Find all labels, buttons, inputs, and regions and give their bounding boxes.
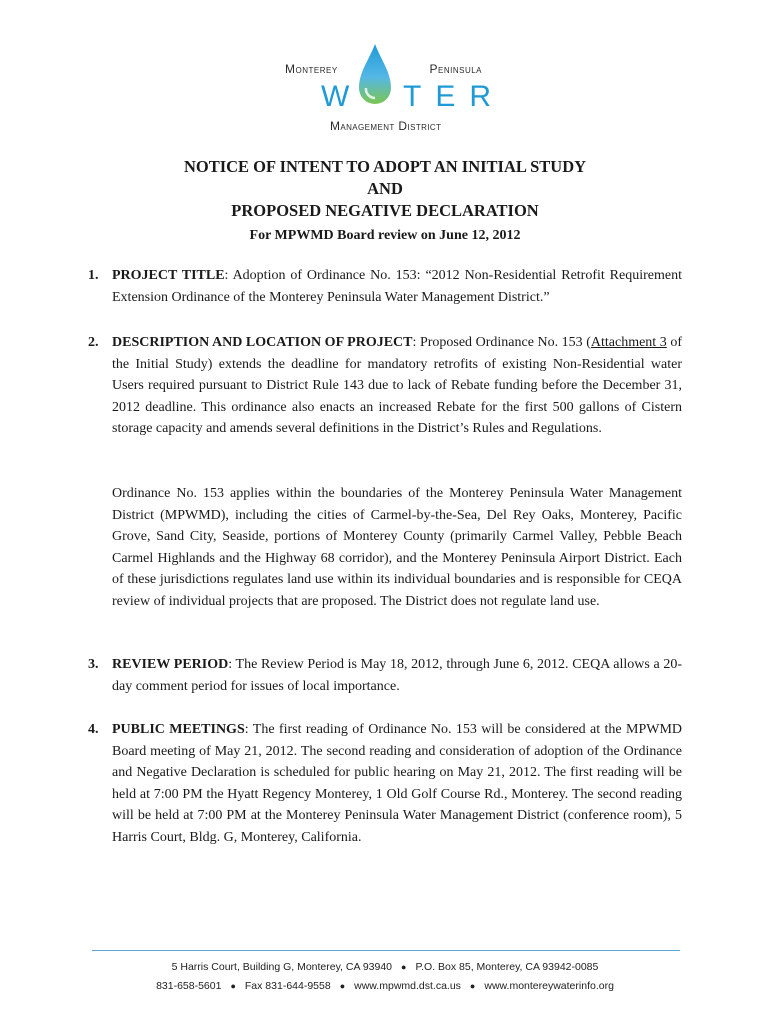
section-number: 2. xyxy=(88,335,99,350)
footer-website-mpwmd[interactable]: www.mpwmd.dst.ca.us xyxy=(354,980,461,992)
footer-line-1 xyxy=(0,958,770,977)
bullet-icon: ● xyxy=(339,981,346,991)
section-text-post: of the Initial Study) extends the deadline for mandatory retrofits of existing Non-Residential water Users required pursuant to District Rule 143 due to lack of Rebate funding before the December 31, 2012 deadline. This ordinance also enacts an increased Rebate for the first 500 gallons of Cistern storage capacity and amends several definitions in the District’s Rules and Regulations. xyxy=(112,335,682,437)
section-heading: REVIEW PERIOD xyxy=(112,657,229,672)
section-text: : Adoption of Ordinance No. 153: “2012 Non-Residential Retrofit Requirement Extension Ordinance of the Monterey Peninsula Water Management District.” xyxy=(112,268,682,305)
footer-fax: Fax 831-644-9558 xyxy=(244,980,331,992)
footer-po-box: P.O. Box 85, Monterey, CA 93942-0085 xyxy=(415,961,599,973)
section-heading: PROJECT TITLE xyxy=(112,268,225,283)
bullet-icon: ● xyxy=(401,962,407,972)
mpwmd-logo xyxy=(285,42,505,137)
section-text: : The first reading of Ordinance No. 153 will be considered at the MPWMD Board meeting of May 21, 2012. The second reading and consideration of adoption of the Ordinance and Negative Declaration is scheduled for public hearing on May 21, 2012. The first reading will be held at 7:00 PM the Hyatt Regency Monterey, 1 Old Golf Course Rd., Monterey. The second reading will be held at 7:00 PM at the Monterey Peninsula Water Management District (conference room), 5 Harris Court, Bldg. G, Monterey, California. xyxy=(112,722,683,845)
footer-divider xyxy=(92,950,680,951)
section-heading: PUBLIC MEETINGS xyxy=(112,722,245,737)
footer-website-waterinfo[interactable]: www.montereywaterinfo.org xyxy=(484,980,614,992)
section-body xyxy=(112,654,682,697)
logo-letter-w: W xyxy=(321,80,364,113)
section-body xyxy=(112,265,682,308)
section-text: : The Review Period is May 18, 2012, through June 6, 2012. CEQA allows a 20-day comment period for issues of local importance. xyxy=(112,657,682,694)
section-public-meetings xyxy=(88,719,682,849)
section-text-pre: : Proposed Ordinance No. 153 ( xyxy=(412,335,591,350)
subtitle: For MPWMD Board review on June 12, 2012 xyxy=(249,228,521,243)
section-number: 3. xyxy=(88,657,99,672)
bullet-icon: ● xyxy=(469,981,476,991)
section-body xyxy=(112,719,682,849)
title-line-2: AND xyxy=(367,179,403,198)
section-description-location xyxy=(88,332,682,440)
footer-phone: 831-658-5601 xyxy=(156,980,222,992)
logo-word-peninsula: Peninsula xyxy=(429,62,482,76)
logo-word-water xyxy=(321,80,505,120)
title-line-1: NOTICE OF INTENT TO ADOPT AN INITIAL STUDY xyxy=(183,157,587,176)
footer-line-2 xyxy=(0,977,770,996)
section-body xyxy=(112,332,682,440)
attachment-link: Attachment 3 xyxy=(590,335,667,350)
title-line-3: PROPOSED NEGATIVE DECLARATION xyxy=(231,201,539,220)
logo-line-bottom: Management District xyxy=(330,119,442,133)
logo-word-monterey: Monterey xyxy=(285,62,338,76)
logo-letters-ter: TER xyxy=(403,80,505,113)
section-review-period xyxy=(88,654,682,697)
footer-contact xyxy=(0,958,770,996)
footer-address: 5 Harris Court, Building G, Monterey, CA 93940 xyxy=(171,961,393,973)
section-number: 1. xyxy=(88,268,99,283)
section-project-title xyxy=(88,265,682,308)
notice-title-block xyxy=(0,156,770,246)
section-number: 4. xyxy=(88,722,99,737)
section-heading: DESCRIPTION AND LOCATION OF PROJECT xyxy=(112,335,413,350)
section-description-paragraph-2: Ordinance No. 153 applies within the boundaries of the Monterey Peninsula Water Management District (MPWMD), including the cities of Carmel-by-the-Sea, Del Rey Oaks, Monterey, Pacific Grove, Sand City, Seaside, portions of Monterey County (primarily Carmel Valley, Pebble Beach Carmel Highlands and the Highway 68 corridor), and the Monterey Peninsula Airport District. Each of these jurisdictions regulates land use within its individual boundaries and is responsible for CEQA review of individual projects that are proposed. The District does not regulate land use. xyxy=(112,486,682,609)
bullet-icon: ● xyxy=(230,981,236,991)
